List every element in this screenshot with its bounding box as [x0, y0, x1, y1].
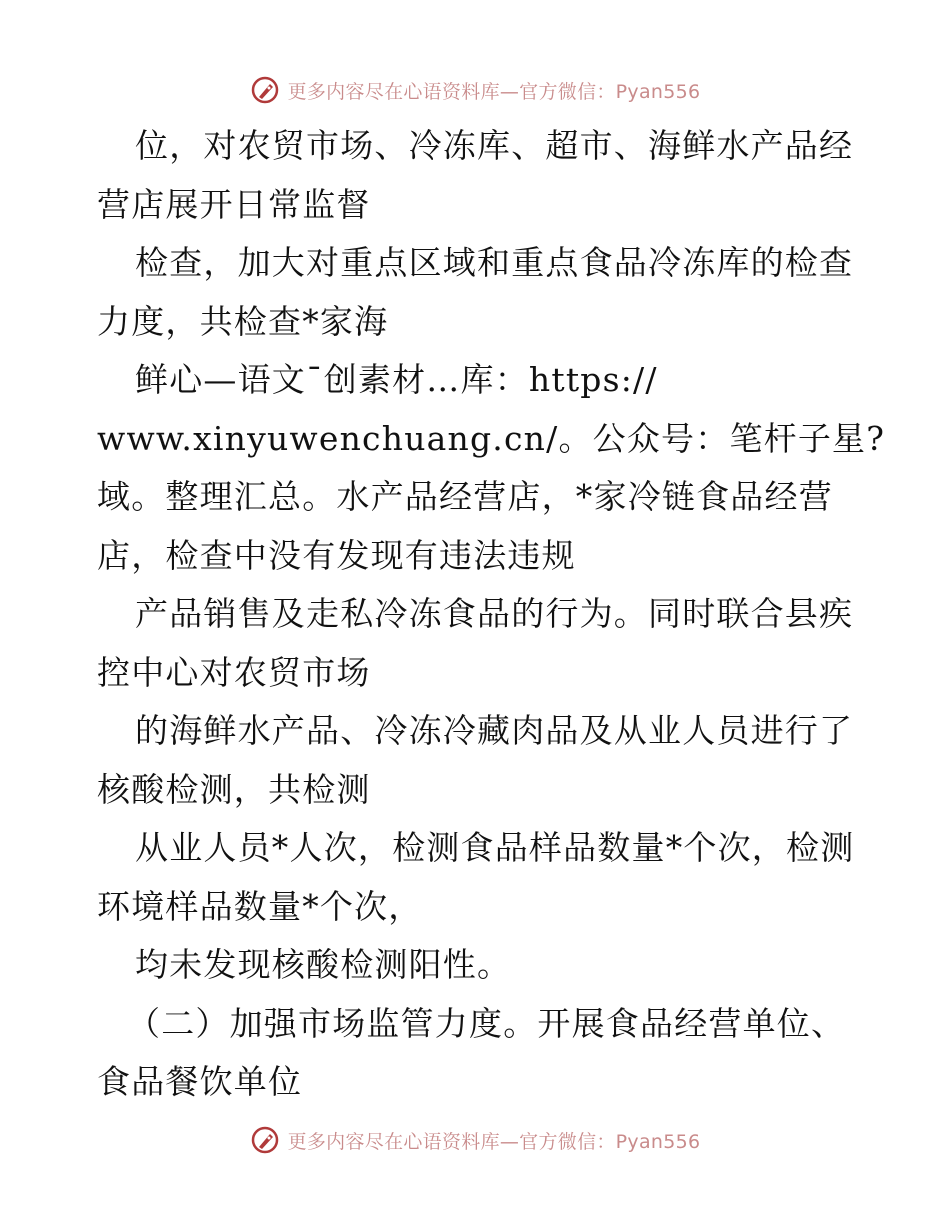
- pen-nib-logo-icon: [250, 1125, 280, 1155]
- text-line: 控中心对农贸市场: [97, 652, 371, 692]
- text-line: 域。整理汇总。水产品经营店，*家冷链食品经营: [97, 477, 833, 516]
- text-line: 力度，共检查*家海: [97, 301, 389, 341]
- header-banner: [0, 70, 950, 110]
- text-line: 环境样品数量*个次，: [97, 886, 423, 926]
- footer-banner: [0, 1120, 950, 1160]
- footer-banner-text: 更多内容尽在心语资料库—官方微信：Pyan556: [287, 1130, 701, 1153]
- text-line: 核酸检测，共检测: [97, 769, 371, 809]
- pen-nib-logo-icon: [250, 75, 280, 105]
- text-line: 店，检查中没有发现有违法违规: [97, 535, 576, 575]
- text-line: 食品餐饮单位: [97, 1062, 303, 1101]
- text-line: 产品销售及走私冷冻食品的行为。同时联合县疾: [135, 594, 854, 633]
- section-heading-line: （二）加强市场监管力度。开展食品经营单位、: [127, 1003, 846, 1043]
- text-line: 均未发现核酸检测阳性。: [135, 945, 512, 984]
- text-line: www.xinyuwenchuang.cn/。公众号：笔杆子星?: [97, 418, 886, 458]
- text-line: 从业人员*人次，检测食品样品数量*个次，检测: [135, 828, 855, 867]
- document-body: [97, 117, 886, 1112]
- header-banner-text: 更多内容尽在心语资料库—官方微信：Pyan556: [287, 80, 701, 103]
- text-line: 检查，加大对重点区域和重点食品冷冻库的检查: [135, 243, 854, 282]
- text-line: 的海鲜水产品、冷冻冷藏肉品及从业人员进行了: [135, 711, 854, 750]
- text-line: 鲜心—语文¯创素材…库：https://: [135, 360, 658, 399]
- text-line: 营店展开日常监督: [97, 184, 371, 224]
- text-line: 位，对农贸市场、冷冻库、超市、海鲜水产品经: [135, 126, 854, 165]
